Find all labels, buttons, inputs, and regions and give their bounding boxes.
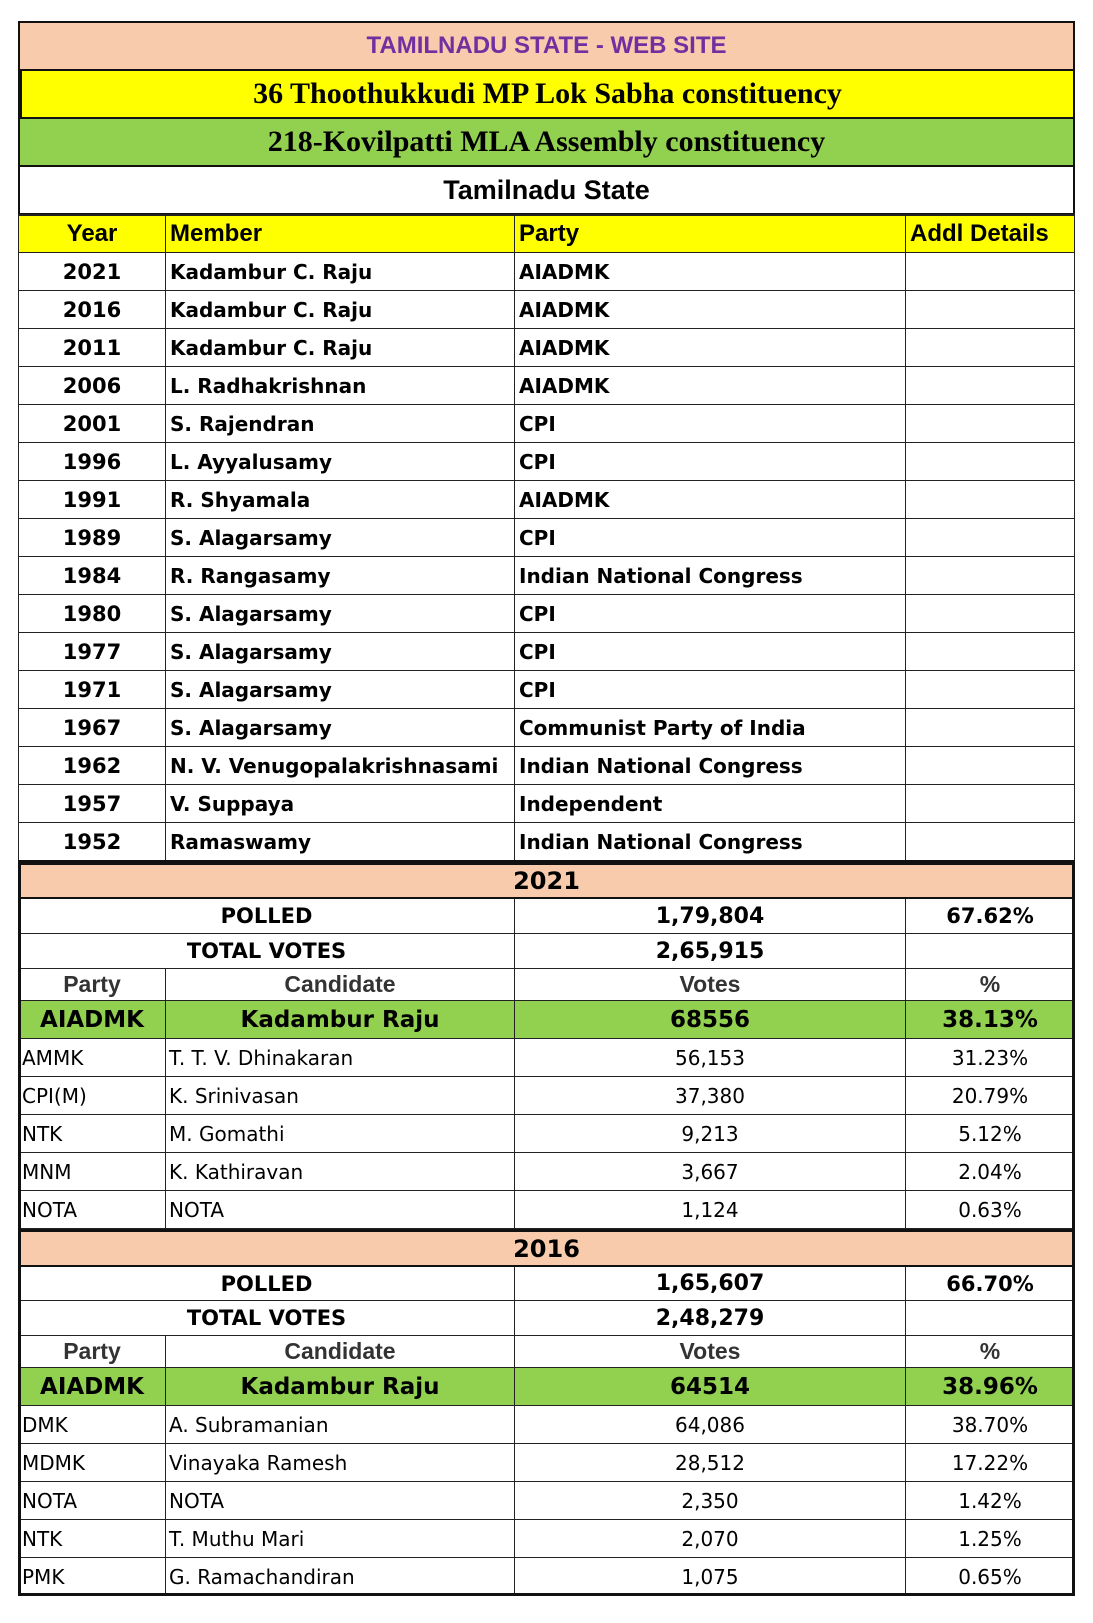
col-candidate: Candidate [166, 969, 515, 1001]
member-details [906, 405, 1075, 443]
winner-party: AIADMK [18, 1001, 166, 1039]
candidate-votes: 56,153 [515, 1039, 906, 1077]
member-name: S. Alagarsamy [166, 709, 515, 747]
polled-label: POLLED [18, 899, 515, 934]
candidate-row [18, 1191, 1075, 1229]
member-details [906, 291, 1075, 329]
member-year: 1957 [18, 785, 166, 823]
member-details [906, 329, 1075, 367]
candidate-row [18, 1520, 1075, 1558]
winner-percent: 38.96% [906, 1368, 1075, 1406]
member-row [18, 709, 1075, 747]
col-votes: Votes [515, 1336, 906, 1368]
candidate-row [18, 1406, 1075, 1444]
member-details [906, 519, 1075, 557]
member-name: V. Suppaya [166, 785, 515, 823]
member-row [18, 785, 1075, 823]
total-votes-label: TOTAL VOTES [18, 1301, 515, 1336]
total-votes-value: 2,65,915 [515, 934, 906, 969]
member-name: S. Alagarsamy [166, 633, 515, 671]
polled-row [18, 899, 1075, 934]
winner-party: AIADMK [18, 1368, 166, 1406]
candidate-percent: 38.70% [906, 1406, 1075, 1444]
candidate-votes: 2,070 [515, 1520, 906, 1558]
member-party: CPI [515, 595, 906, 633]
members-header-row [18, 214, 1075, 253]
candidate-name: K. Srinivasan [166, 1077, 515, 1115]
year-band [18, 1229, 1075, 1267]
lok-sabha-band [18, 69, 1075, 119]
member-details [906, 557, 1075, 595]
member-party: CPI [515, 405, 906, 443]
candidate-percent: 2.04% [906, 1153, 1075, 1191]
candidate-name: T. T. V. Dhinakaran [166, 1039, 515, 1077]
candidate-name: K. Kathiravan [166, 1153, 515, 1191]
member-party: AIADMK [515, 329, 906, 367]
member-party: CPI [515, 443, 906, 481]
member-name: Kadambur C. Raju [166, 291, 515, 329]
member-name: S. Rajendran [166, 405, 515, 443]
member-name: Kadambur C. Raju [166, 253, 515, 291]
polled-row [18, 1267, 1075, 1301]
col-percent: % [906, 969, 1075, 1001]
winner-row [18, 1001, 1075, 1039]
member-party: AIADMK [515, 481, 906, 519]
results-header-row [18, 969, 1075, 1001]
member-name: L. Ayyalusamy [166, 443, 515, 481]
member-details [906, 823, 1075, 861]
col-party: Party [515, 214, 906, 253]
winner-percent: 38.13% [906, 1001, 1075, 1039]
member-party: CPI [515, 519, 906, 557]
candidate-name: NOTA [166, 1191, 515, 1229]
candidate-percent: 20.79% [906, 1077, 1075, 1115]
member-name: L. Radhakrishnan [166, 367, 515, 405]
winner-row [18, 1368, 1075, 1406]
winner-candidate: Kadambur Raju [166, 1001, 515, 1039]
col-addl-details: Addl Details [906, 214, 1075, 253]
member-row [18, 519, 1075, 557]
candidate-name: M. Gomathi [166, 1115, 515, 1153]
year-label: 2016 [513, 1234, 580, 1263]
member-party: CPI [515, 633, 906, 671]
member-name: Kadambur C. Raju [166, 329, 515, 367]
total-votes-percent [906, 1301, 1075, 1336]
member-party: Indian National Congress [515, 557, 906, 595]
member-year: 1991 [18, 481, 166, 519]
candidate-votes: 3,667 [515, 1153, 906, 1191]
results-header-row [18, 1336, 1075, 1368]
candidate-votes: 1,124 [515, 1191, 906, 1229]
state-title: Tamilnadu State [443, 174, 650, 205]
candidate-party: DMK [18, 1406, 166, 1444]
candidate-party: MDMK [18, 1444, 166, 1482]
member-party: Indian National Congress [515, 747, 906, 785]
col-votes: Votes [515, 969, 906, 1001]
candidate-percent: 31.23% [906, 1039, 1075, 1077]
candidate-votes: 2,350 [515, 1482, 906, 1520]
state-band [18, 165, 1075, 215]
candidate-percent: 0.63% [906, 1191, 1075, 1229]
member-details [906, 253, 1075, 291]
col-percent: % [906, 1336, 1075, 1368]
member-name: N. V. Venugopalakrishnasami [166, 747, 515, 785]
candidate-party: NTK [18, 1115, 166, 1153]
candidate-percent: 1.42% [906, 1482, 1075, 1520]
member-year: 2021 [18, 253, 166, 291]
candidate-row [18, 1153, 1075, 1191]
member-year: 1980 [18, 595, 166, 633]
candidate-percent: 5.12% [906, 1115, 1075, 1153]
assembly-band [18, 117, 1075, 167]
total-votes-label: TOTAL VOTES [18, 934, 515, 969]
candidate-row [18, 1444, 1075, 1482]
member-name: S. Alagarsamy [166, 671, 515, 709]
winner-votes: 64514 [515, 1368, 906, 1406]
member-name: S. Alagarsamy [166, 519, 515, 557]
winner-candidate: Kadambur Raju [166, 1368, 515, 1406]
candidate-party: NTK [18, 1520, 166, 1558]
col-member: Member [166, 214, 515, 253]
member-details [906, 747, 1075, 785]
member-name: R. Rangasamy [166, 557, 515, 595]
member-row [18, 595, 1075, 633]
polled-value: 1,79,804 [515, 899, 906, 934]
member-year: 1977 [18, 633, 166, 671]
member-year: 1967 [18, 709, 166, 747]
col-party: Party [18, 969, 166, 1001]
candidate-name: T. Muthu Mari [166, 1520, 515, 1558]
candidate-percent: 0.65% [906, 1558, 1075, 1596]
polled-percent: 67.62% [906, 899, 1075, 934]
member-row [18, 671, 1075, 709]
total-votes-value: 2,48,279 [515, 1301, 906, 1336]
candidate-party: NOTA [18, 1482, 166, 1520]
member-details [906, 443, 1075, 481]
candidate-votes: 37,380 [515, 1077, 906, 1115]
polled-label: POLLED [18, 1267, 515, 1301]
member-row [18, 557, 1075, 595]
member-year: 1984 [18, 557, 166, 595]
assembly-title: 218-Kovilpatti MLA Assembly constituency [267, 125, 826, 158]
candidate-row [18, 1558, 1075, 1596]
year-label: 2021 [513, 867, 580, 895]
member-year: 1989 [18, 519, 166, 557]
member-details [906, 481, 1075, 519]
candidate-votes: 9,213 [515, 1115, 906, 1153]
member-details [906, 785, 1075, 823]
member-year: 1971 [18, 671, 166, 709]
candidate-row [18, 1115, 1075, 1153]
candidate-party: NOTA [18, 1191, 166, 1229]
polled-value: 1,65,607 [515, 1267, 906, 1301]
member-details [906, 633, 1075, 671]
candidate-votes: 64,086 [515, 1406, 906, 1444]
member-details [906, 367, 1075, 405]
site-title: TAMILNADU STATE - WEB SITE [366, 32, 727, 59]
year-band [18, 862, 1075, 899]
member-year: 2011 [18, 329, 166, 367]
member-name: S. Alagarsamy [166, 595, 515, 633]
member-year: 2006 [18, 367, 166, 405]
candidate-votes: 28,512 [515, 1444, 906, 1482]
candidate-row [18, 1482, 1075, 1520]
member-details [906, 671, 1075, 709]
member-party: CPI [515, 671, 906, 709]
member-row [18, 633, 1075, 671]
candidate-name: Vinayaka Ramesh [166, 1444, 515, 1482]
member-party: AIADMK [515, 291, 906, 329]
candidate-percent: 1.25% [906, 1520, 1075, 1558]
col-year: Year [18, 214, 166, 253]
member-party: AIADMK [515, 367, 906, 405]
member-year: 2001 [18, 405, 166, 443]
candidate-name: G. Ramachandiran [166, 1558, 515, 1596]
member-row [18, 481, 1075, 519]
member-year: 2016 [18, 291, 166, 329]
site-title-band [18, 21, 1075, 71]
total-votes-percent [906, 934, 1075, 969]
member-name: R. Shyamala [166, 481, 515, 519]
winner-votes: 68556 [515, 1001, 906, 1039]
member-row [18, 823, 1075, 861]
member-row [18, 291, 1075, 329]
member-party: Communist Party of India [515, 709, 906, 747]
candidate-name: A. Subramanian [166, 1406, 515, 1444]
lok-sabha-title: 36 Thoothukkudi MP Lok Sabha constituency [253, 77, 842, 110]
member-row [18, 405, 1075, 443]
member-year: 1996 [18, 443, 166, 481]
member-party: Indian National Congress [515, 823, 906, 861]
member-name: Ramaswamy [166, 823, 515, 861]
member-row [18, 367, 1075, 405]
member-party: AIADMK [515, 253, 906, 291]
member-row [18, 443, 1075, 481]
member-party: Independent [515, 785, 906, 823]
total-votes-row [18, 934, 1075, 969]
col-party: Party [18, 1336, 166, 1368]
candidate-party: PMK [18, 1558, 166, 1596]
member-row [18, 253, 1075, 291]
member-year: 1962 [18, 747, 166, 785]
col-candidate: Candidate [166, 1336, 515, 1368]
candidate-name: NOTA [166, 1482, 515, 1520]
total-votes-row [18, 1301, 1075, 1336]
member-details [906, 709, 1075, 747]
candidate-party: MNM [18, 1153, 166, 1191]
member-row [18, 329, 1075, 367]
polled-percent: 66.70% [906, 1267, 1075, 1301]
candidate-party: CPI(M) [18, 1077, 166, 1115]
candidate-row [18, 1039, 1075, 1077]
candidate-party: AMMK [18, 1039, 166, 1077]
candidate-row [18, 1077, 1075, 1115]
member-details [906, 595, 1075, 633]
member-row [18, 747, 1075, 785]
member-year: 1952 [18, 823, 166, 861]
candidate-votes: 1,075 [515, 1558, 906, 1596]
candidate-percent: 17.22% [906, 1444, 1075, 1482]
